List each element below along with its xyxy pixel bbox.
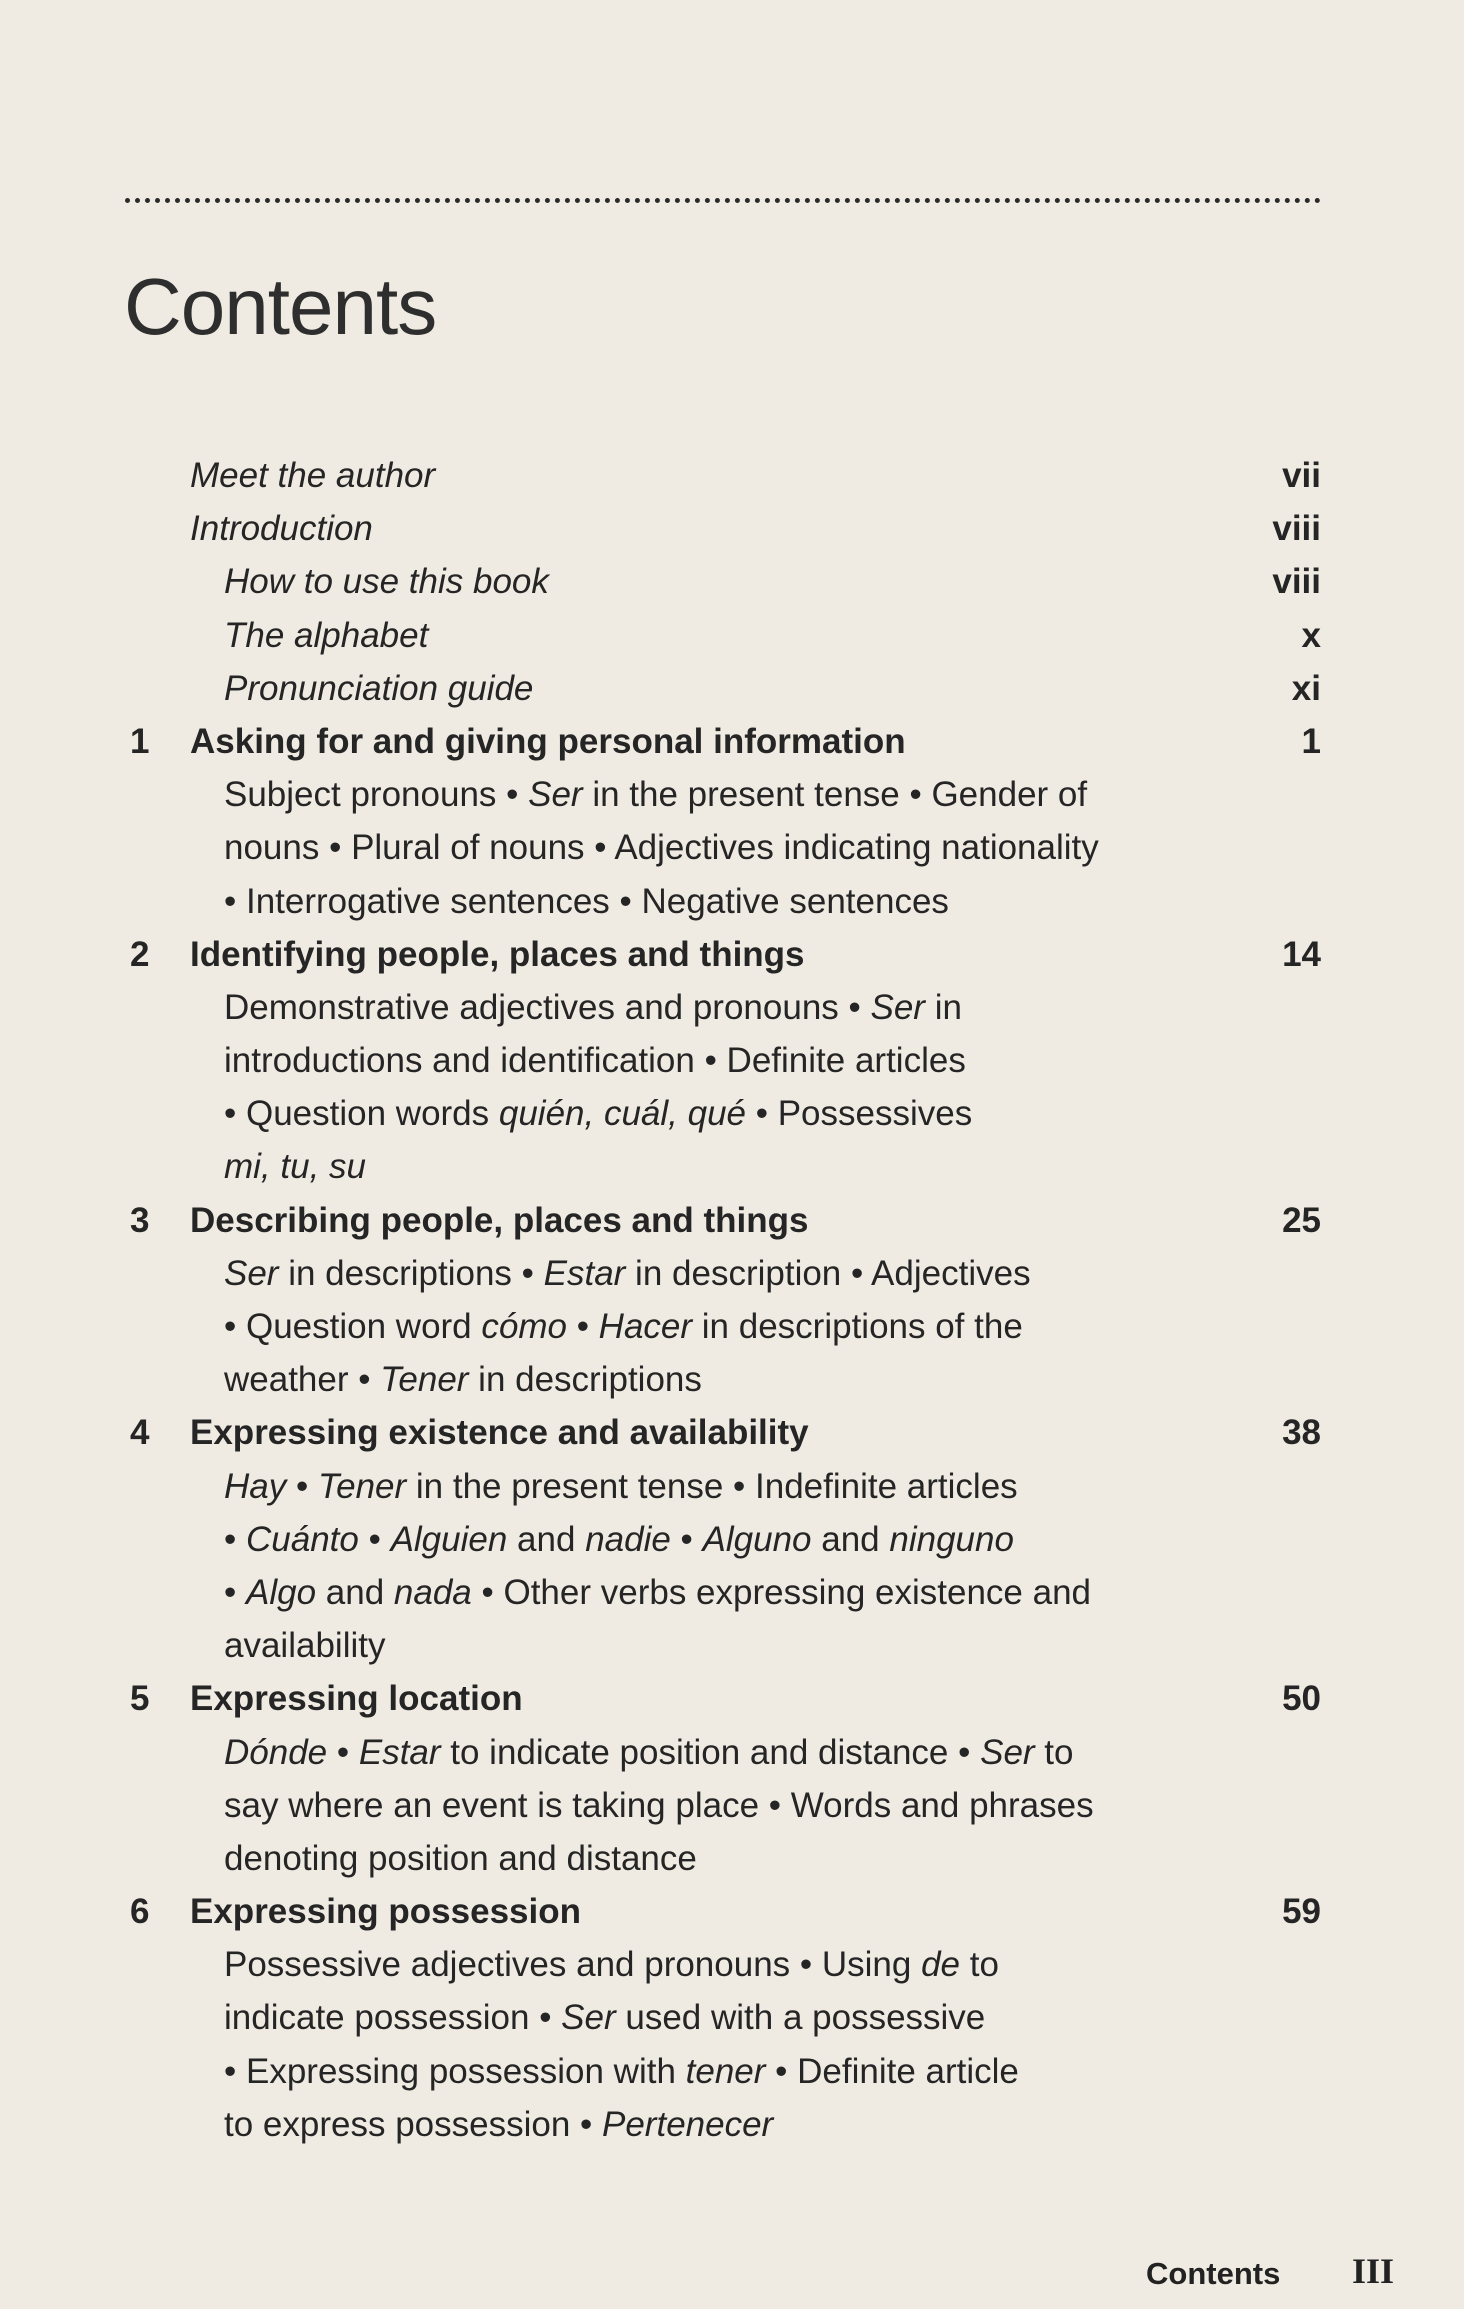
topic-text: Possessive adjectives and pronouns • Using: [224, 1945, 922, 1985]
toc-entry: [0, 502, 1464, 555]
spanish-term: Tener: [317, 1466, 407, 1506]
topic-text: to indicate position and distance •: [440, 1732, 981, 1772]
entry-title: Pronunciation guide: [224, 668, 534, 708]
spanish-term: Cuánto: [245, 1519, 359, 1559]
chapter-topics-line: [0, 1726, 1464, 1779]
topic-text: Demonstrative adjectives and pronouns •: [224, 987, 871, 1027]
chapter-topics-line: [0, 2045, 1464, 2098]
topic-text: •: [670, 1519, 703, 1559]
chapter-topics-line: [0, 1247, 1464, 1300]
spanish-term: Ser: [561, 1998, 616, 2038]
topic-text: • Interrogative sentences • Negative sentences: [224, 881, 949, 921]
topic-text: • Other verbs expressing existence and: [471, 1572, 1092, 1612]
chapter-title: Describing people, places and things: [190, 1200, 809, 1240]
chapter-number: 6: [130, 1892, 150, 1932]
chapter-title: Expressing possession: [190, 1892, 581, 1932]
topic-text: • Question words: [224, 1094, 499, 1134]
spanish-term: Estar: [358, 1732, 441, 1772]
entry-title: How to use this book: [224, 562, 549, 602]
topic-text: in descriptions •: [278, 1253, 544, 1293]
toc-entry: [0, 662, 1464, 715]
topics-text: [224, 768, 1087, 821]
chapter-heading: [0, 1194, 1464, 1247]
topics-text: [224, 1247, 1031, 1300]
chapter-topics-line: [0, 1087, 1464, 1140]
topic-text: weather •: [224, 1360, 381, 1400]
chapter-number: 5: [130, 1679, 150, 1719]
spanish-term: Estar: [543, 1253, 626, 1293]
chapter-page: 59: [1282, 1892, 1321, 1932]
topic-text: •: [286, 1466, 318, 1506]
entry-page: viii: [1272, 509, 1321, 549]
topic-text: introductions and identification • Definite articles: [224, 1041, 966, 1081]
topic-text: nouns • Plural of nouns • Adjectives indicating nationality: [224, 828, 1099, 868]
topics-text: [224, 1566, 1091, 1619]
topics-text: [224, 1300, 1023, 1353]
entry-page: vii: [1282, 456, 1321, 495]
spanish-term: Ser: [224, 1253, 279, 1293]
topics-text: [224, 1619, 385, 1672]
chapter-page: 25: [1282, 1200, 1321, 1240]
spanish-term: mi, tu, su: [224, 1147, 366, 1187]
topics-text: [224, 875, 949, 928]
chapter-topics-line: [0, 1938, 1464, 1991]
toc-entry: [0, 449, 1464, 502]
topic-text: and: [507, 1519, 586, 1559]
chapter-topics-line: [0, 2098, 1464, 2151]
toc-entry: [0, 609, 1464, 662]
topics-text: [224, 2045, 1019, 2098]
topics-text: [224, 1832, 697, 1885]
topics-text: [224, 981, 962, 1034]
chapter-number: 2: [130, 934, 150, 974]
spanish-term: Tener: [380, 1360, 469, 1400]
topic-text: •: [327, 1732, 359, 1772]
entry-page: x: [1301, 615, 1321, 655]
chapter-topics-line: [0, 821, 1464, 874]
topics-text: [224, 2098, 773, 2151]
topic-text: and: [811, 1519, 890, 1559]
topic-text: •: [224, 1519, 246, 1559]
topic-text: to: [1034, 1732, 1074, 1772]
chapter-heading: [0, 1406, 1464, 1459]
topic-text: Subject pronouns •: [224, 775, 529, 815]
chapter-heading: [0, 1672, 1464, 1725]
topic-text: in descriptions: [468, 1360, 702, 1400]
topics-text: [224, 1938, 999, 1991]
chapter-page: 14: [1282, 934, 1321, 974]
running-footer-label: Contents: [1146, 2256, 1281, 2291]
entry-title: The alphabet: [224, 615, 429, 655]
topics-text: [224, 1087, 972, 1140]
topics-text: [224, 1460, 1018, 1513]
topic-text: in descriptions of the: [692, 1307, 1023, 1346]
spanish-term: quién, cuál, qué: [498, 1094, 747, 1134]
dotted-rule: [125, 198, 1321, 203]
entry-title: Meet the author: [190, 456, 436, 495]
topic-text: in: [924, 987, 962, 1027]
chapter-page: 50: [1282, 1679, 1321, 1719]
chapter-title: Expressing existence and availability: [190, 1413, 809, 1453]
chapter-page: 1: [1301, 721, 1321, 761]
chapter-title: Expressing location: [190, 1679, 523, 1719]
chapter-topics-line: [0, 1566, 1464, 1619]
chapter-topics-line: [0, 1513, 1464, 1566]
chapter-topics-line: [0, 875, 1464, 928]
topic-text: used with a possessive: [615, 1998, 986, 2038]
chapter-topics-line: [0, 1832, 1464, 1885]
topics-text: [224, 1034, 966, 1087]
spanish-term: Ser: [528, 775, 583, 815]
spanish-term: tener: [685, 2051, 766, 2091]
topic-text: •: [224, 1572, 246, 1612]
topic-text: say where an event is taking place • Words and phrases: [224, 1785, 1094, 1825]
topic-text: to express possession •: [224, 2104, 602, 2144]
topic-text: • Question word: [224, 1307, 482, 1346]
spanish-term: Ser: [980, 1732, 1035, 1772]
spanish-term: Hay: [224, 1466, 287, 1506]
topic-text: •: [566, 1307, 599, 1346]
chapter-topics-line: [0, 1779, 1464, 1832]
chapter-topics-line: [0, 1460, 1464, 1513]
topic-text: • Possessives: [746, 1094, 973, 1134]
spanish-term: Algo: [245, 1572, 317, 1612]
chapter-topics-line: [0, 1300, 1464, 1353]
chapter-topics-line: [0, 1619, 1464, 1672]
chapter-heading: [0, 1885, 1464, 1938]
spanish-term: de: [921, 1945, 961, 1985]
entry-page: viii: [1272, 562, 1321, 602]
topic-text: in the present tense • Indefinite articles: [406, 1466, 1018, 1506]
chapter-topics-line: [0, 981, 1464, 1034]
table-of-contents: [0, 449, 1464, 2151]
chapter-topics-line: [0, 768, 1464, 821]
topics-text: [224, 1140, 366, 1193]
chapter-page: 38: [1282, 1413, 1321, 1453]
chapter-heading: [0, 715, 1464, 768]
spanish-term: ninguno: [889, 1519, 1014, 1559]
chapter-topics-line: [0, 1353, 1464, 1406]
spanish-term: Pertenecer: [602, 2104, 774, 2144]
entry-title: Introduction: [190, 509, 373, 549]
chapter-topics-line: [0, 1034, 1464, 1087]
topic-text: • Expressing possession with: [224, 2051, 686, 2091]
chapter-title: Identifying people, places and things: [190, 934, 805, 974]
topic-text: in the present tense • Gender of: [582, 775, 1088, 815]
spanish-term: cómo: [481, 1307, 567, 1346]
page-title: Contents: [124, 262, 437, 351]
chapter-topics-line: [0, 1991, 1464, 2044]
topics-text: [224, 1779, 1094, 1832]
topic-text: availability: [224, 1626, 386, 1666]
topic-text: in description • Adjectives: [625, 1253, 1031, 1293]
topic-text: • Definite article: [765, 2051, 1019, 2091]
topic-text: denoting position and distance: [224, 1838, 697, 1878]
spanish-term: Alguno: [702, 1519, 812, 1559]
toc-entry: [0, 555, 1464, 608]
entry-page: xi: [1291, 668, 1321, 708]
chapter-number: 1: [130, 721, 150, 761]
topic-text: and: [316, 1572, 394, 1612]
chapter-title: Asking for and giving personal information: [190, 721, 906, 761]
topic-text: to: [960, 1945, 999, 1985]
spanish-term: nadie: [585, 1519, 671, 1559]
chapter-heading: [0, 928, 1464, 981]
topics-text: [224, 1513, 1014, 1566]
topic-text: •: [358, 1519, 391, 1559]
topic-text: indicate possession •: [224, 1998, 562, 2038]
spanish-term: Hacer: [598, 1307, 693, 1346]
topics-text: [224, 821, 1099, 874]
spanish-term: nada: [393, 1572, 472, 1612]
page-number: III: [1352, 2251, 1395, 2291]
topics-text: [224, 1353, 702, 1406]
chapter-topics-line: [0, 1140, 1464, 1193]
spanish-term: Alguien: [390, 1519, 508, 1559]
topics-text: [224, 1991, 985, 2044]
topics-text: [224, 1726, 1073, 1779]
chapter-number: 3: [130, 1200, 150, 1240]
chapter-number: 4: [130, 1413, 150, 1453]
spanish-term: Ser: [870, 987, 925, 1027]
spanish-term: Dónde: [224, 1732, 328, 1772]
